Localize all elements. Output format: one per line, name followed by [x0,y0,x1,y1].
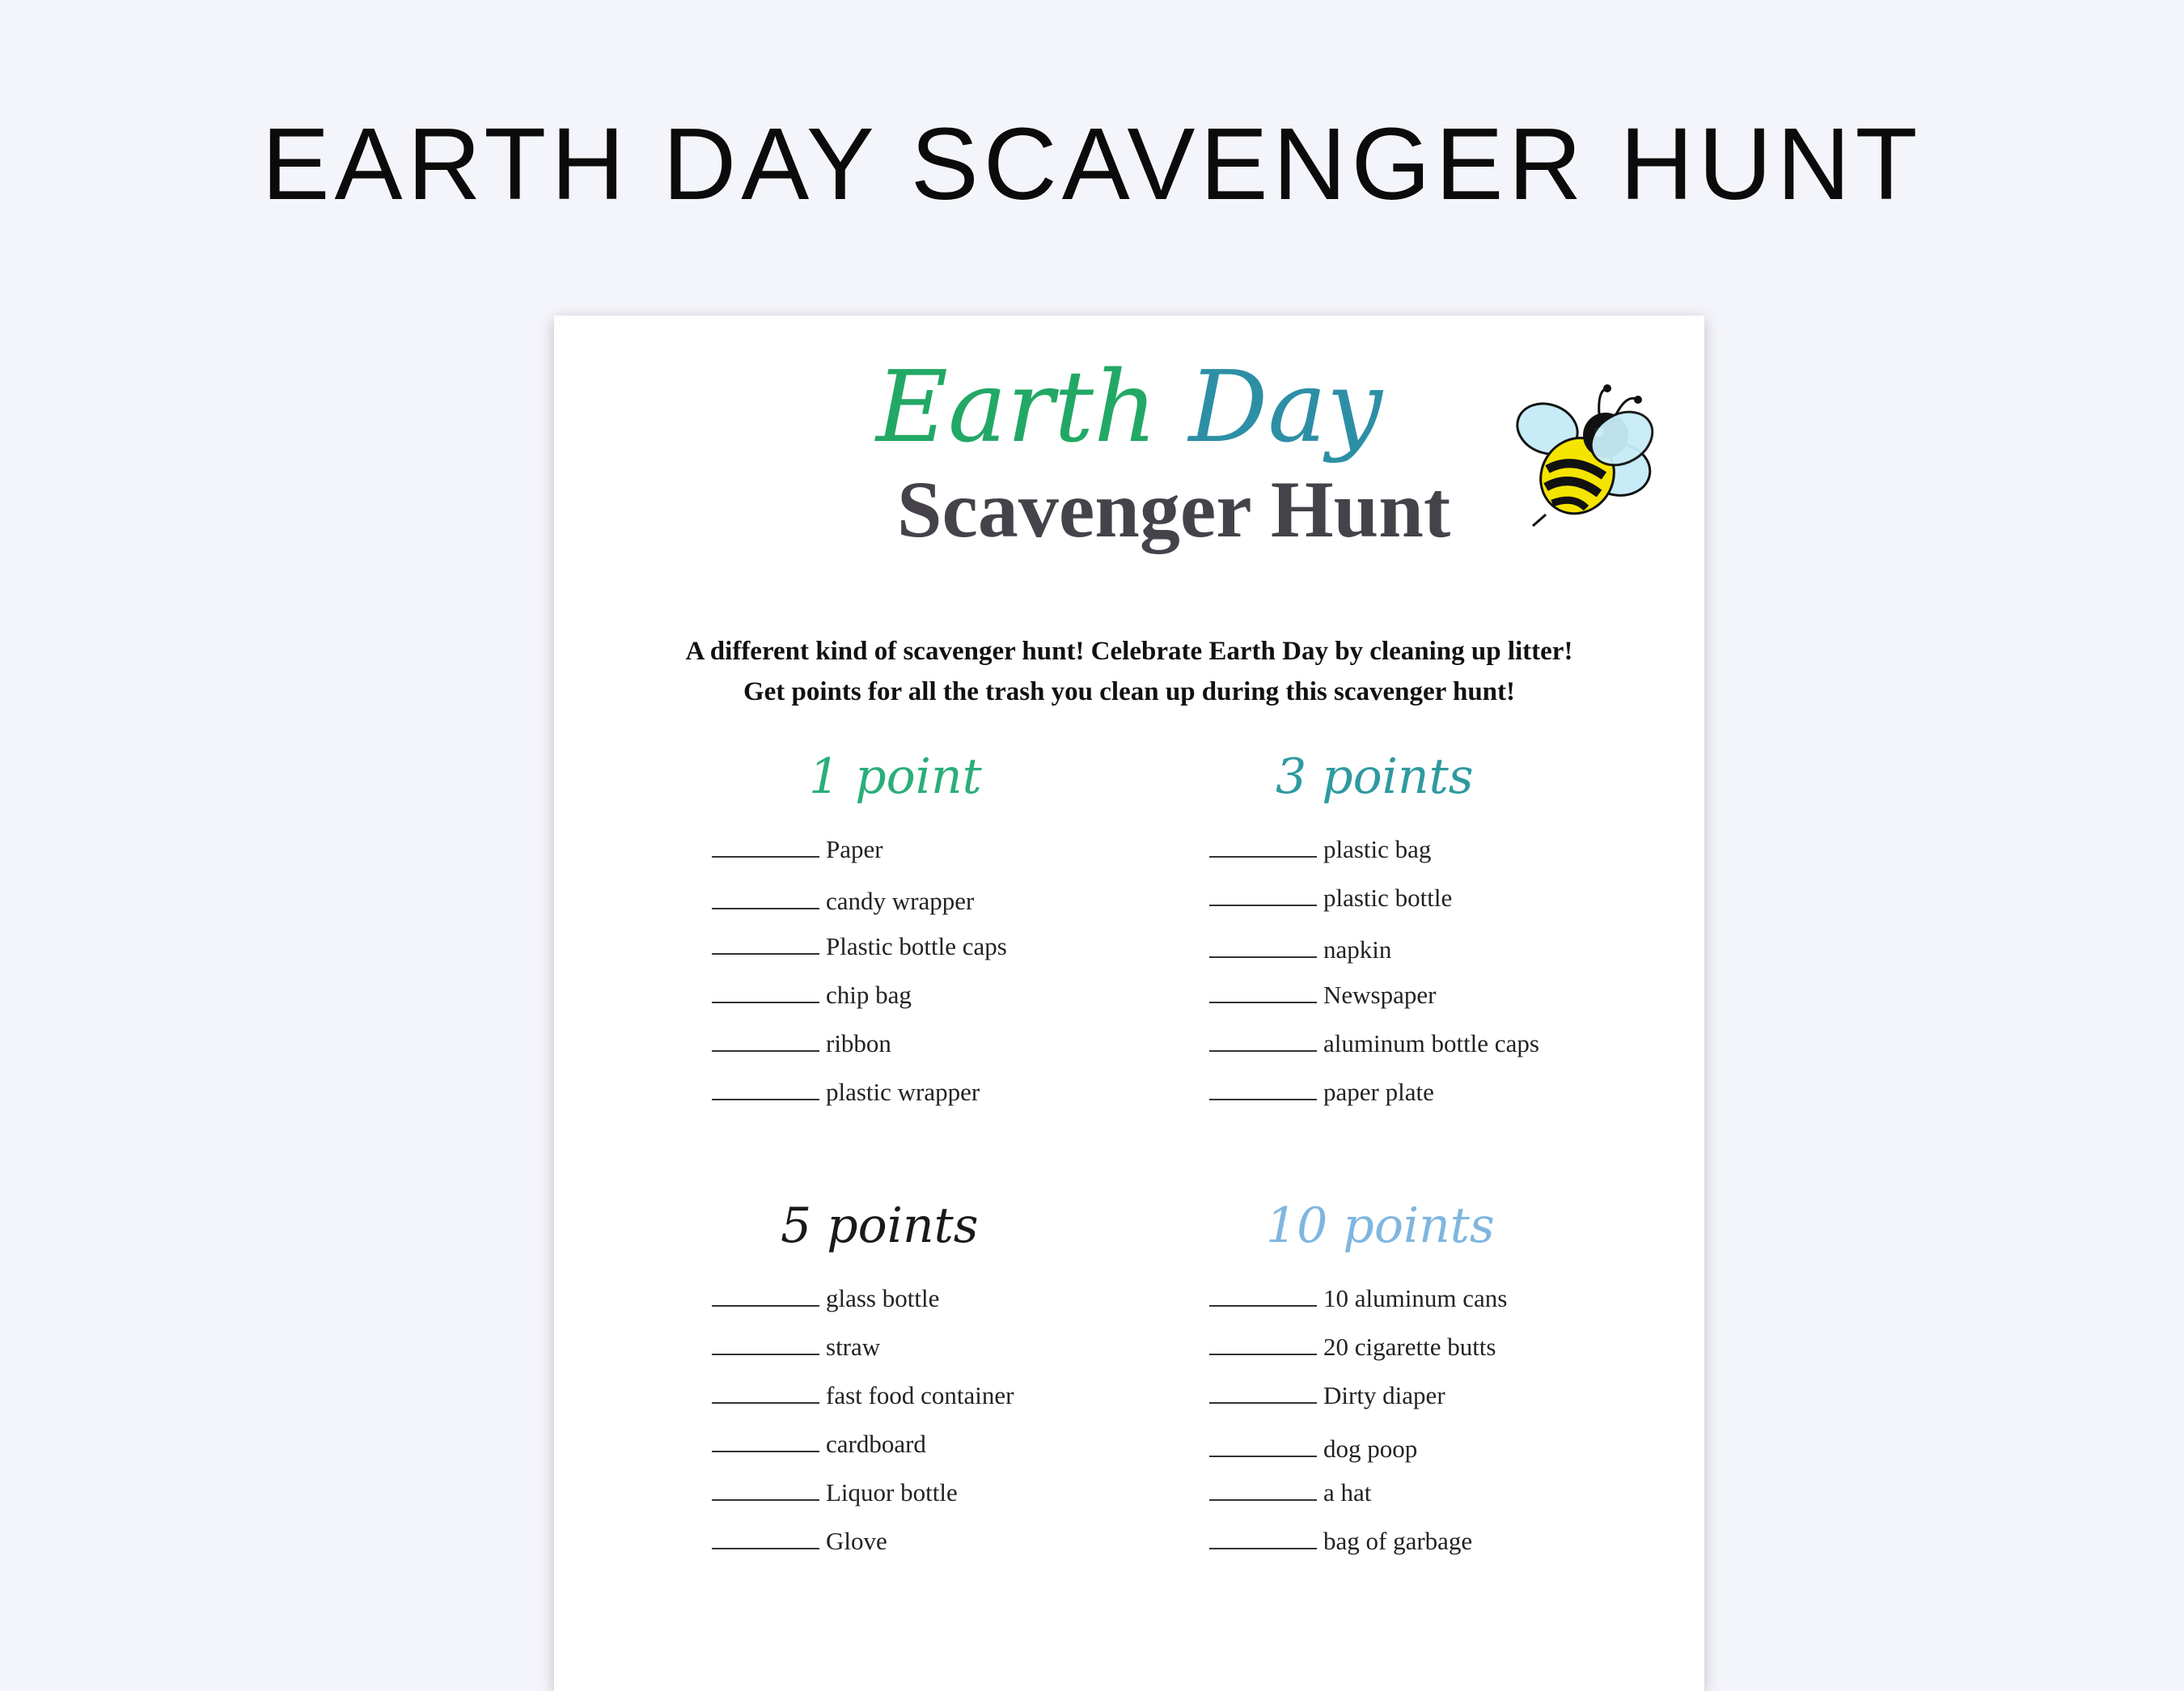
intro-line-1: A different kind of scavenger hunt! Celebrate Earth Day by cleaning up litter! [685,637,1573,666]
item-label: paper plate [1323,1078,1434,1106]
answer-blank[interactable] [712,1430,819,1452]
answer-blank[interactable] [712,981,819,1003]
list-item[interactable] [1209,884,1452,913]
bee-icon [1509,380,1662,534]
list-item[interactable] [712,932,1007,961]
item-label: napkin [1323,935,1392,964]
list-item[interactable] [712,887,974,916]
section-heading: 3 points [1276,748,1474,805]
item-label: cardboard [826,1430,926,1458]
item-label: plastic bottle [1323,884,1453,912]
answer-blank[interactable] [712,1284,819,1307]
section-1-point [712,748,1132,1141]
title-word-earth: Earth [876,350,1158,464]
answer-blank[interactable] [712,1478,819,1501]
item-label: Glove [826,1527,887,1555]
page-subtitle: Scavenger Hunt [896,464,1451,554]
item-label: fast food container [826,1381,1014,1409]
answer-blank[interactable] [1209,1029,1317,1052]
list-item[interactable] [1209,1284,1507,1313]
answer-blank[interactable] [1209,1284,1317,1307]
item-label: candy wrapper [826,887,975,915]
answer-blank[interactable] [712,887,819,909]
item-label: plastic bag [1323,835,1432,863]
section-10-points [1209,1197,1662,1590]
intro-text [554,631,1704,712]
item-label: Newspaper [1323,981,1437,1009]
list-item[interactable] [712,981,912,1010]
section-heading: 5 points [781,1197,979,1254]
item-label: 20 cigarette butts [1323,1333,1496,1361]
answer-blank[interactable] [1209,981,1317,1003]
item-label: Paper [826,835,883,863]
answer-blank[interactable] [1209,1478,1317,1501]
answer-blank[interactable] [712,1381,819,1404]
item-label: chip bag [826,981,912,1009]
item-label: plastic wrapper [826,1078,980,1106]
item-label: Liquor bottle [826,1478,958,1507]
answer-blank[interactable] [712,1078,819,1100]
item-label: a hat [1323,1478,1372,1507]
list-item[interactable] [712,1527,887,1556]
item-label: 10 aluminum cans [1323,1284,1508,1312]
list-item[interactable] [1209,935,1391,964]
item-label: Dirty diaper [1323,1381,1445,1409]
list-item[interactable] [712,1478,958,1507]
item-label: dog poop [1323,1435,1418,1463]
answer-blank[interactable] [1209,884,1317,906]
item-label: glass bottle [826,1284,940,1312]
answer-blank[interactable] [1209,1333,1317,1355]
item-label: aluminum bottle caps [1323,1029,1539,1057]
answer-blank[interactable] [712,835,819,858]
list-item[interactable] [712,835,883,864]
item-label: Plastic bottle caps [826,932,1007,960]
intro-line-2: Get points for all the trash you clean up during this scavenger hunt! [743,677,1516,706]
answer-blank[interactable] [1209,1527,1317,1549]
answer-blank[interactable] [1209,1381,1317,1404]
item-label: bag of garbage [1323,1527,1473,1555]
list-item[interactable] [1209,1333,1496,1362]
list-item[interactable] [1209,1078,1434,1107]
section-heading: 1 point [809,748,982,805]
list-item[interactable] [712,1430,926,1459]
list-item[interactable] [712,1333,880,1362]
answer-blank[interactable] [712,1029,819,1052]
answer-blank[interactable] [712,1333,819,1355]
worksheet-page [554,316,1704,1691]
item-label: ribbon [826,1029,891,1057]
section-3-points [1209,748,1662,1141]
answer-blank[interactable] [712,932,819,955]
list-item[interactable] [712,1284,939,1313]
answer-blank[interactable] [1209,1078,1317,1100]
answer-blank[interactable] [1209,1435,1317,1457]
list-item[interactable] [1209,1527,1472,1556]
list-item[interactable] [712,1029,891,1058]
answer-blank[interactable] [1209,935,1317,958]
banner-title: EARTH DAY SCAVENGER HUNT [261,107,1923,221]
list-item[interactable] [712,1381,1014,1410]
answer-blank[interactable] [1209,835,1317,858]
list-item[interactable] [1209,1029,1539,1058]
list-item[interactable] [1209,981,1436,1010]
list-item[interactable] [1209,835,1431,864]
section-heading: 10 points [1266,1197,1495,1254]
list-item[interactable] [1209,1435,1417,1464]
list-item[interactable] [1209,1381,1445,1410]
title-word-day: Day [1188,350,1382,464]
answer-blank[interactable] [712,1527,819,1549]
list-item[interactable] [712,1078,980,1107]
section-5-points [712,1197,1132,1590]
list-item[interactable] [1209,1478,1371,1507]
item-label: straw [826,1333,881,1361]
